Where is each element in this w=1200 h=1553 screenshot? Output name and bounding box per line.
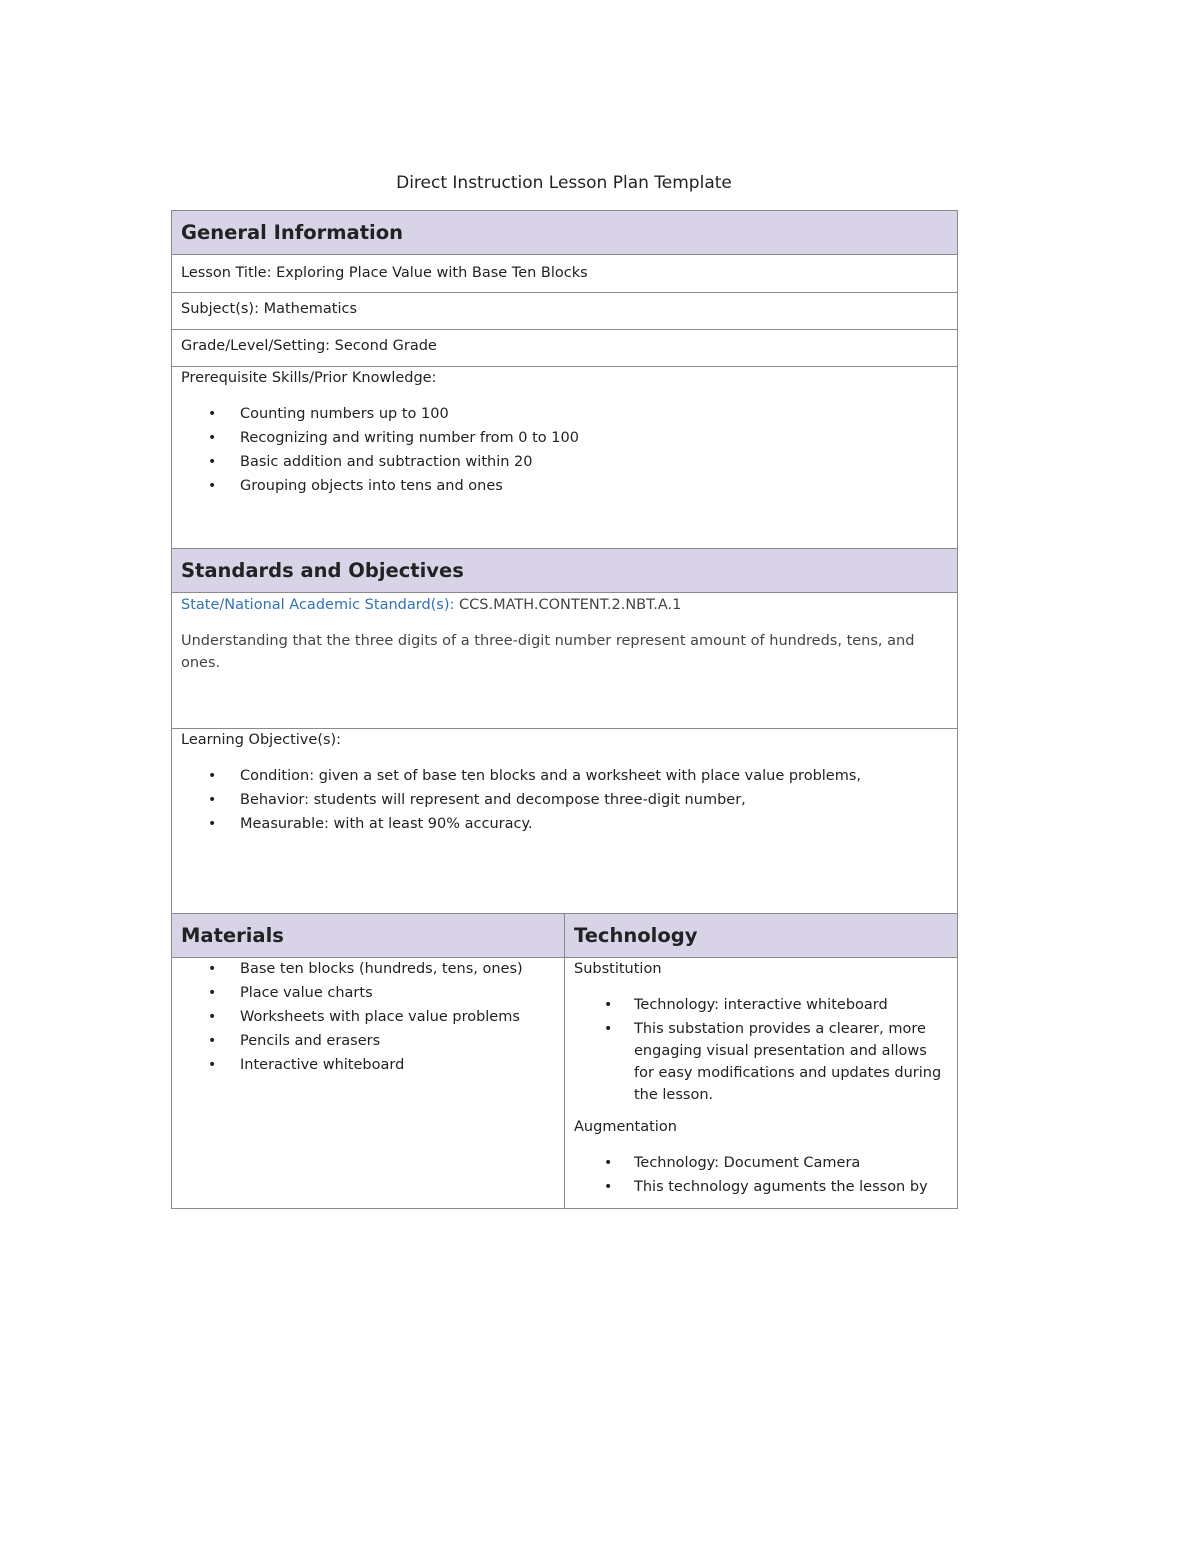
subjects: Subject(s): Mathematics xyxy=(172,293,958,330)
list-item: • Worksheets with place value problems xyxy=(181,1006,555,1028)
list-item: • Place value charts xyxy=(181,982,555,1004)
technology-cell xyxy=(565,958,958,1209)
list-item: • Technology: interactive whiteboard xyxy=(574,994,948,1016)
standards-header: Standards and Objectives xyxy=(172,549,958,593)
standard-code: CCS.MATH.CONTENT.2.NBT.A.1 xyxy=(459,597,682,613)
materials-tech-header-row xyxy=(172,914,958,958)
lesson-plan-table xyxy=(171,210,958,1209)
list-item: • Grouping objects into tens and ones xyxy=(181,475,948,497)
prereq-cell xyxy=(172,367,958,549)
materials-list xyxy=(181,958,555,1076)
general-header-row xyxy=(172,211,958,255)
list-item: • Interactive whiteboard xyxy=(181,1054,555,1076)
prereq-label: Prerequisite Skills/Prior Knowledge: xyxy=(181,370,437,386)
augmentation-label: Augmentation xyxy=(574,1119,677,1135)
list-item: • Measurable: with at least 90% accuracy. xyxy=(181,813,948,835)
list-item: • Counting numbers up to 100 xyxy=(181,403,948,425)
substitution-list xyxy=(574,994,948,1106)
materials-cell xyxy=(172,958,565,1209)
list-item: • This substation provides a clearer, more engaging visual presentation and allows for easy modifications and updates during the lesson. xyxy=(574,1018,948,1106)
objectives-list xyxy=(181,765,948,835)
list-item: • Technology: Document Camera xyxy=(574,1152,948,1174)
list-item: • Pencils and erasers xyxy=(181,1030,555,1052)
standard-description: Understanding that the three digits of a three-digit number represent amount of hundreds, tens, and ones. xyxy=(181,633,915,671)
substitution-label: Substitution xyxy=(574,961,662,977)
list-item: • This technology aguments the lesson by xyxy=(574,1176,948,1198)
list-item: • Condition: given a set of base ten blocks and a worksheet with place value problems, xyxy=(181,765,948,787)
technology-header: Technology xyxy=(565,914,958,958)
lesson-title: Lesson Title: Exploring Place Value with Base Ten Blocks xyxy=(172,255,958,293)
standard-label: State/National Academic Standard(s): xyxy=(181,597,455,613)
document-title: Direct Instruction Lesson Plan Template xyxy=(396,173,732,193)
general-header: General Information xyxy=(172,211,958,255)
grade-level: Grade/Level/Setting: Second Grade xyxy=(172,330,958,367)
objectives-cell xyxy=(172,729,958,914)
objectives-label: Learning Objective(s): xyxy=(181,732,342,748)
standards-header-row xyxy=(172,549,958,593)
prereq-list xyxy=(181,403,948,497)
materials-header: Materials xyxy=(172,914,565,958)
list-item: • Behavior: students will represent and decompose three-digit number, xyxy=(181,789,948,811)
list-item: • Base ten blocks (hundreds, tens, ones) xyxy=(181,958,555,980)
list-item: • Basic addition and subtraction within 20 xyxy=(181,451,948,473)
augmentation-list xyxy=(574,1152,948,1198)
list-item: • Recognizing and writing number from 0 to 100 xyxy=(181,427,948,449)
standards-cell xyxy=(172,593,958,729)
